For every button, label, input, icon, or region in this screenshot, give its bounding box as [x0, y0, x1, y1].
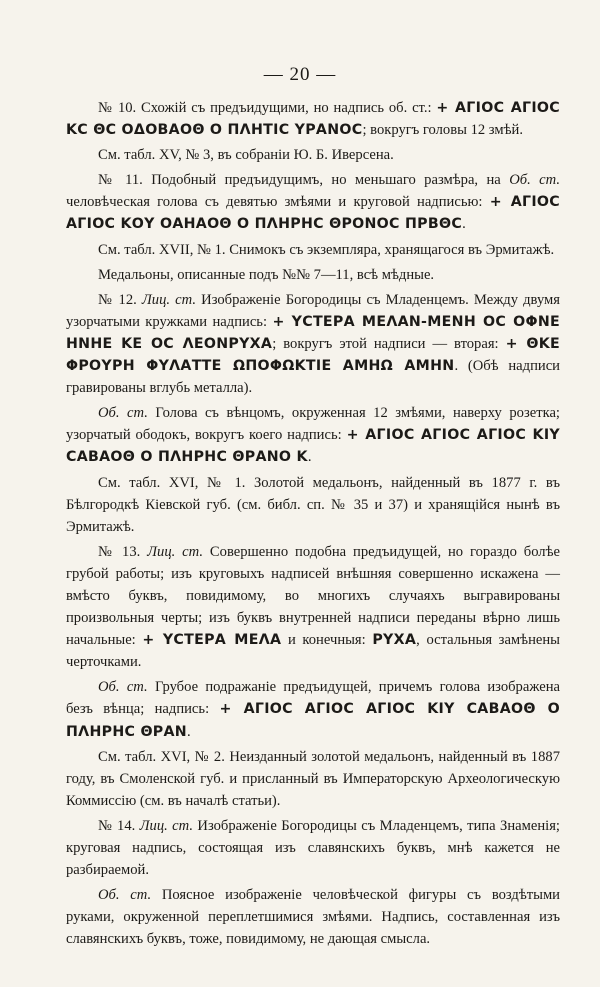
text-run: См. табл. XV, № 3, въ собраніи Ю. Б. Иверсена.	[98, 147, 394, 164]
italic-abbrev: Об. ст.	[98, 679, 148, 696]
paragraph	[66, 472, 560, 538]
text-run: .	[307, 449, 312, 466]
text-run: человѣческая голова съ девятью змѣями и круговой надписью:	[66, 194, 490, 211]
paragraph	[66, 402, 560, 468]
inscription: + ΥϹΤΕΡΑ ΜΕΛΑΝ-ΜΕΝΗ ΟϹ ΟΦΝΕ ΗΝΗΕ ΚΕ ΟϹ ΛΕΟΝΡΥΧΑ	[66, 313, 560, 352]
paragraph	[66, 239, 560, 261]
text-run: .	[186, 723, 191, 740]
paragraph	[66, 97, 560, 141]
text-run: См. табл. XVI, № 1. Золотой медальонъ, найденный въ 1877 г. въ Бѣлгородкѣ Кіевской губ. (см. библ. сп. № 35 и 37) и хранящійся нынѣ въ Эрмитажѣ.	[66, 474, 560, 535]
text-run: и конечныя:	[281, 632, 373, 649]
text-run: № 14.	[98, 817, 140, 834]
italic-abbrev: Лиц. ст.	[141, 291, 197, 308]
text-run: № 11. Подобный предъидущимъ, но меньшаго размѣра, на	[98, 172, 510, 189]
italic-abbrev: Об. ст.	[509, 172, 560, 189]
italic-abbrev: Лиц. ст.	[147, 543, 204, 560]
text-run: . (Обѣ надписи гравированы вглубь металла).	[66, 358, 560, 397]
italic-abbrev: Об. ст.	[98, 887, 152, 904]
text-run: Поясное изображеніе человѣческой фигуры съ воздѣтыми руками, окруженной переплетшимися змѣями. Надпись, составленная изъ славянскихъ буквъ, тоже, повидимому, не дающая смысла.	[66, 887, 560, 948]
text-run: № 10. Схожій съ предъидущими, но надпись об. ст.:	[98, 100, 437, 116]
text-run: .	[462, 216, 466, 233]
italic-abbrev: Об. ст.	[98, 405, 148, 422]
text-run: См. табл. XVI, № 2. Неизданный золотой медальонъ, найденный въ 1887 году, въ Смоленской губ. и присланный въ Императорскую Археологическую Коммиссію (см. въ началѣ статьи).	[66, 748, 560, 809]
paragraph	[66, 676, 560, 742]
inscription: + ΑΓΙΟϹ ΑΓΙΟϹ ΑΓΙΟϹ ΚΙΥ ϹΑΒΑΟΘ Ο ΠΛΗΡΗϹ ΘΡΑΝΟ Κ	[66, 427, 560, 466]
paragraph	[66, 144, 560, 166]
text-run: ; вокругъ этой надписи — вторая:	[272, 335, 506, 352]
paragraph	[66, 264, 560, 286]
inscription: + ΑΓΙΟϹ ΑΓΙΟϹ ΚϹ ΘϹ ΟΔΟΒΑΟΘ Ο ΠΛΗΤΙϹ ΥΡΑΝΟϹ	[66, 100, 560, 139]
text-run: ; вокругъ головы 12 змѣй.	[362, 122, 523, 139]
inscription: ΡΥΧΑ	[372, 632, 417, 649]
text-run: Медальоны, описанные подъ №№ 7—11, всѣ мѣдные.	[98, 266, 435, 283]
page-body	[66, 97, 560, 953]
inscription: + ΥϹΤΕΡΑ ΜΕΛΑ	[142, 632, 282, 649]
text-run: Голова съ вѣнцомъ, окруженная 12 змѣями, наверху розетка; узорчатый ободокъ, вокругъ коего надпись:	[66, 405, 560, 444]
paragraph	[66, 541, 560, 674]
paragraph	[66, 746, 560, 812]
inscription: + ΑΓΙΟϹ ΑΓΙΟϹ ΚΟΥ ΟΑΗΑΟΘ Ο ΠΛΗΡΗϹ ΘΡΟΝΟϹ ΠΡΒΘϹ	[66, 194, 561, 233]
inscription: + ΑΓΙΟϹ ΑΓΙΟϹ ΑΓΙΟϹ ΚΙΥ ϹΑΒΑΟΘ Ο ΠΛΗΡΗϹ ΘΡΑΝ	[66, 701, 560, 740]
inscription: + ΘΚΕ ΦΡΟΥΡΗ ΦΥΛΑΤΤΕ ΩΠΟΦΩΚΤΙΕ ΑΜΗΩ ΑΜΗΝ	[66, 335, 561, 375]
page-number: — 20 —	[263, 64, 337, 85]
paragraph	[66, 169, 560, 235]
paragraph	[66, 815, 560, 881]
text-run: См. табл. XVII, № 1. Снимокъ съ экземпляра, хранящагося въ Эрмитажѣ.	[98, 241, 555, 258]
text-run: № 12.	[98, 291, 142, 308]
text-run: № 13.	[98, 543, 148, 560]
text-run: , остальныя замѣнены черточками.	[66, 632, 560, 671]
text-run: Грубое подражаніе предъидущей, причемъ голова изображена безъ вѣнца; надпись:	[66, 679, 560, 718]
italic-abbrev: Лиц. ст.	[139, 817, 194, 834]
paragraph	[66, 884, 560, 950]
text-run: Совершенно подобна предъидущей, но гораздо болѣе грубой работы; изъ круговыхъ надписей внѣшняя совершенно искажена — вмѣсто буквъ, повидимому, во многихъ случаяхъ выгравированы произвольныя черты; изъ буквъ внутренней надписи переданы вѣрно лишь начальные:	[66, 543, 560, 649]
text-run: Изображеніе Богородицы съ Младенцемъ, типа Знаменія; круговая надпись, состоящая изъ славянскихъ буквъ, мнѣ кажется не разбираемой.	[66, 817, 560, 879]
paragraph	[66, 289, 560, 399]
text-run: Изображеніе Богородицы съ Младенцемъ. Между двумя узорчатыми кружками надпись:	[66, 291, 560, 330]
